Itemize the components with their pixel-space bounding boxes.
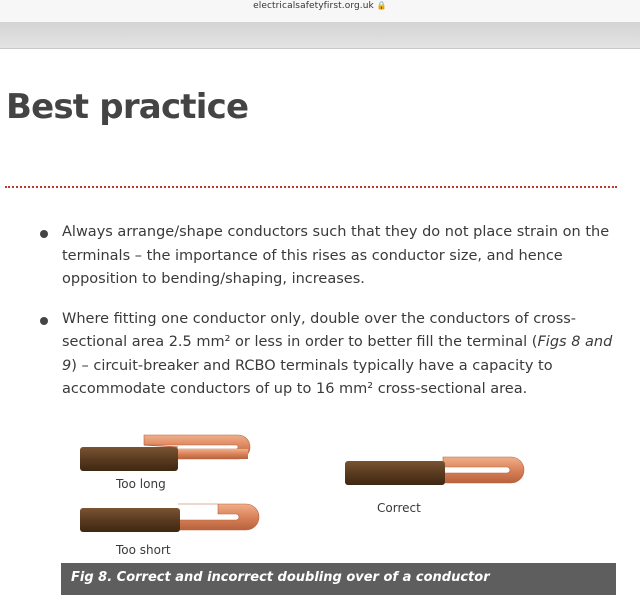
too-short-label: Too short: [116, 543, 171, 557]
too-long-conductor-illustration: [78, 427, 268, 475]
browser-toolbar: [0, 22, 640, 49]
too-long-label: Too long: [116, 477, 166, 491]
url-text[interactable]: [0, 1, 640, 11]
fig-reference: Figs 8 and 9: [62, 334, 613, 374]
lock-icon: 🔒: [376, 1, 387, 10]
page-title: Best practice: [6, 87, 249, 127]
correct-conductor-illustration: [343, 453, 533, 493]
best-practice-list: [42, 221, 627, 418]
bullet-icon: [40, 317, 48, 325]
figure-caption: Fig 8. Correct and incorrect doubling over of a conductor: [71, 570, 490, 585]
too-short-conductor-illustration: [78, 498, 268, 538]
bullet-text-2a: Where fitting one conductor only, double over the conductors of cross-sectional area 2.5 mm² or less in order to better fill the terminal: [62, 310, 577, 350]
dotted-divider: [5, 186, 617, 188]
bullet-text-2b: ) – circuit-breaker and RCBO terminals typically have a capacity to accommodate conductors of up to 16 mm² cross-sectional area.: [62, 357, 553, 397]
page-content: [0, 49, 640, 608]
url-label: electricalsafetyfirst.org.uk: [253, 1, 374, 11]
bullet-paren: (: [531, 334, 538, 350]
correct-label: Correct: [377, 501, 421, 515]
list-item: [42, 308, 627, 402]
browser-url-bar[interactable]: [0, 0, 640, 22]
figure-caption-box: [61, 563, 616, 595]
bullet-text-1: Always arrange/shape conductors such that they do not place strain on the terminals – the importance of this rises as conductor size, and hence opposition to bending/shaping, increases.: [62, 224, 610, 287]
list-item: [42, 221, 627, 292]
bullet-icon: [40, 230, 48, 238]
